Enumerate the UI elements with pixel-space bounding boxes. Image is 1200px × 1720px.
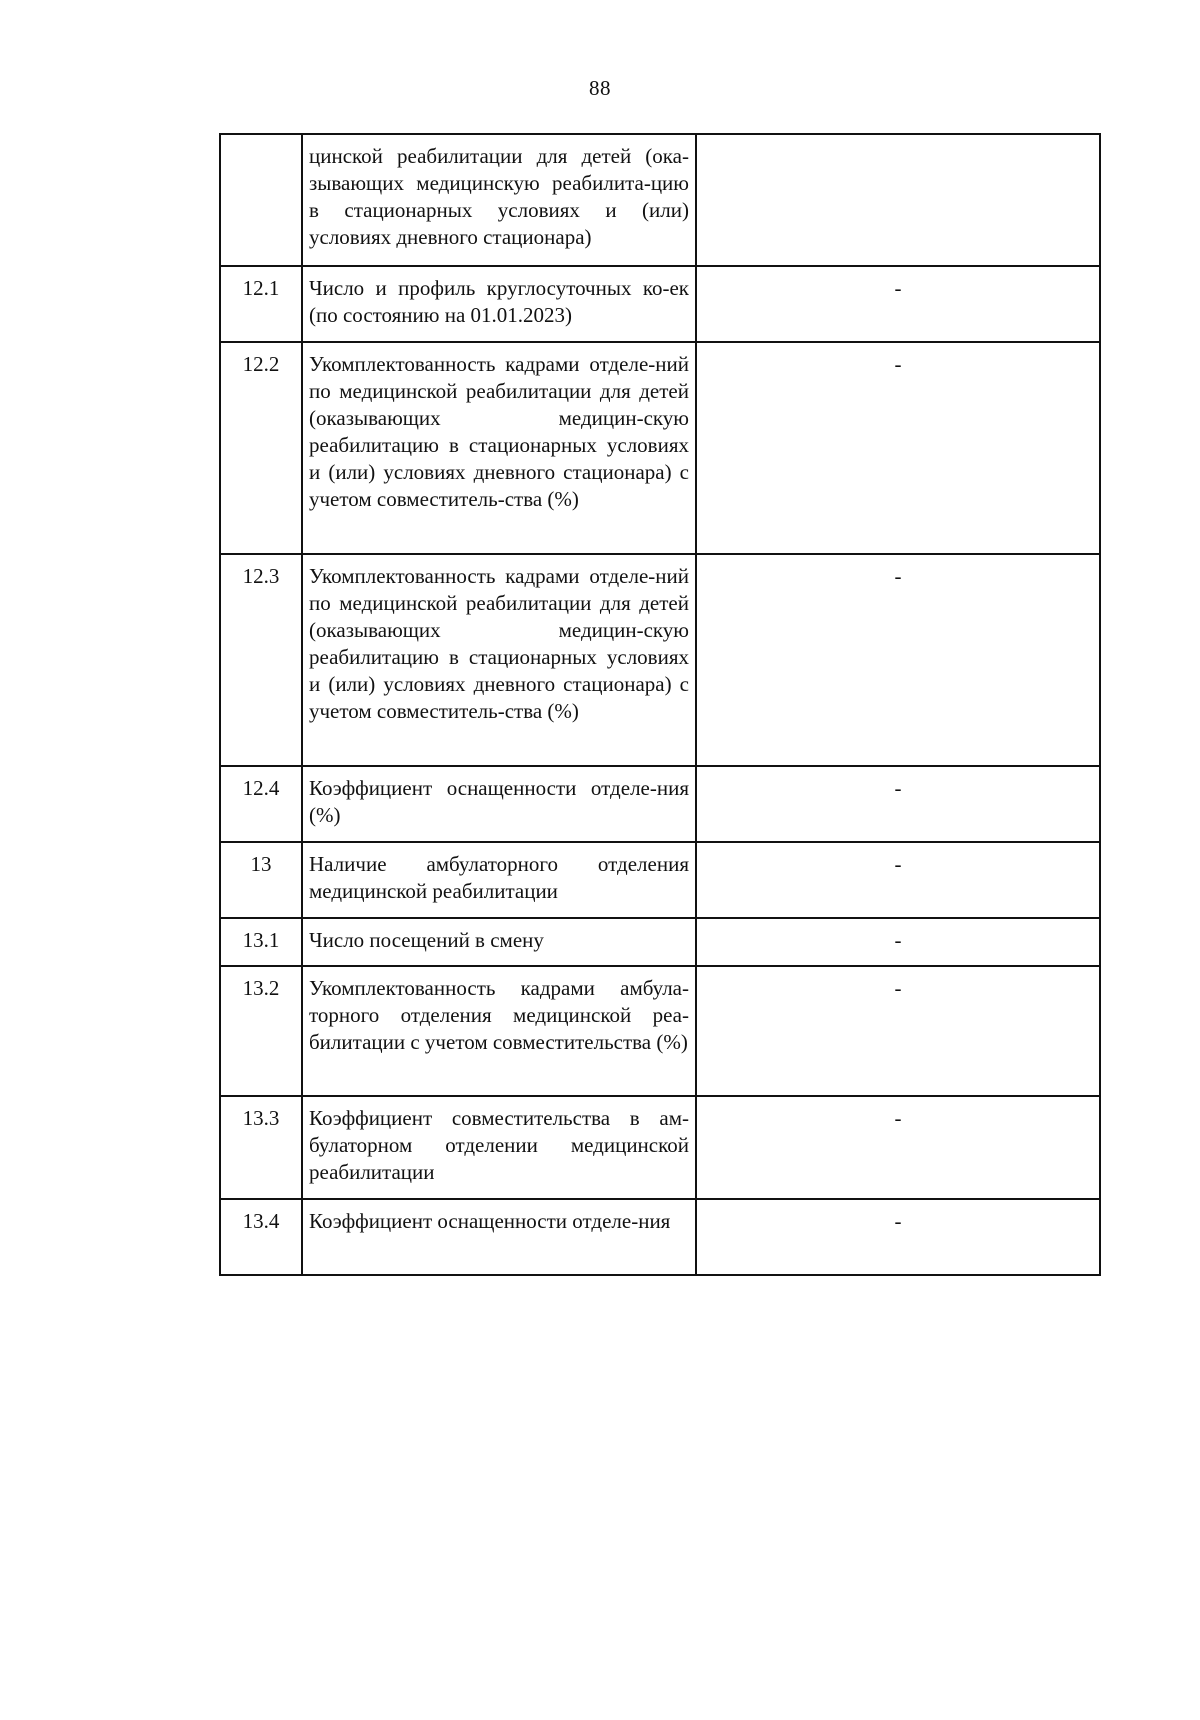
row-number-cell: 12.1 — [220, 266, 302, 342]
row-value-cell: - — [696, 966, 1100, 1096]
row-description-cell: Коэффициент оснащенности отделе-ния (%) — [302, 766, 696, 842]
row-value-cell: - — [696, 1096, 1100, 1199]
row-value-cell: - — [696, 554, 1100, 766]
row-number-cell: 12.4 — [220, 766, 302, 842]
row-value-cell: - — [696, 1199, 1100, 1275]
row-number-cell — [220, 134, 302, 266]
row-value-cell: - — [696, 918, 1100, 966]
table-row — [220, 266, 1100, 342]
row-description-cell: Число и профиль круглосуточных ко-ек (по состоянию на 01.01.2023) — [302, 266, 696, 342]
row-value-cell: - — [696, 766, 1100, 842]
row-description-cell: Коэффициент оснащенности отделе-ния — [302, 1199, 696, 1275]
row-value-cell: - — [696, 842, 1100, 918]
row-description-cell: Коэффициент совместительства в ам-булаторном отделении медицинской реабилитации — [302, 1096, 696, 1199]
table-row — [220, 1199, 1100, 1275]
row-description-cell: Укомплектованность кадрами отделе-ний по медицинской реабилитации для детей (оказывающих медицин-скую реабилитацию в стационарных условиях и (или) условиях дневного стационара) с учетом совместитель-ства (%) — [302, 554, 696, 766]
row-number-cell: 13.1 — [220, 918, 302, 966]
table-row — [220, 1096, 1100, 1199]
row-description-cell: Укомплектованность кадрами отделе-ний по медицинской реабилитации для детей (оказывающих медицин-скую реабилитацию в стационарных условиях и (или) условиях дневного стационара) с учетом совместитель-ства (%) — [302, 342, 696, 554]
indicators-table — [219, 133, 1101, 1276]
row-description-cell: Число посещений в смену — [302, 918, 696, 966]
row-number-cell: 13 — [220, 842, 302, 918]
row-value-cell: - — [696, 266, 1100, 342]
row-number-cell: 12.3 — [220, 554, 302, 766]
table-row — [220, 966, 1100, 1096]
row-number-cell: 13.2 — [220, 966, 302, 1096]
table-row — [220, 342, 1100, 554]
row-value-cell — [696, 134, 1100, 266]
row-description-cell: цинской реабилитации для детей (ока-зывающих медицинскую реабилита-цию в стационарных условиях и (или) условиях дневного стационара) — [302, 134, 696, 266]
table-row — [220, 918, 1100, 966]
row-description-cell: Укомплектованность кадрами амбула-торного отделения медицинской реа-билитации с учетом совместительства (%) — [302, 966, 696, 1096]
table-row — [220, 554, 1100, 766]
page-number: 88 — [589, 76, 611, 100]
row-value-cell: - — [696, 342, 1100, 554]
table-row — [220, 842, 1100, 918]
row-number-cell: 12.2 — [220, 342, 302, 554]
table-row — [220, 766, 1100, 842]
row-description-cell: Наличие амбулаторного отделения медицинской реабилитации — [302, 842, 696, 918]
row-number-cell: 13.4 — [220, 1199, 302, 1275]
table-row — [220, 134, 1100, 266]
row-number-cell: 13.3 — [220, 1096, 302, 1199]
